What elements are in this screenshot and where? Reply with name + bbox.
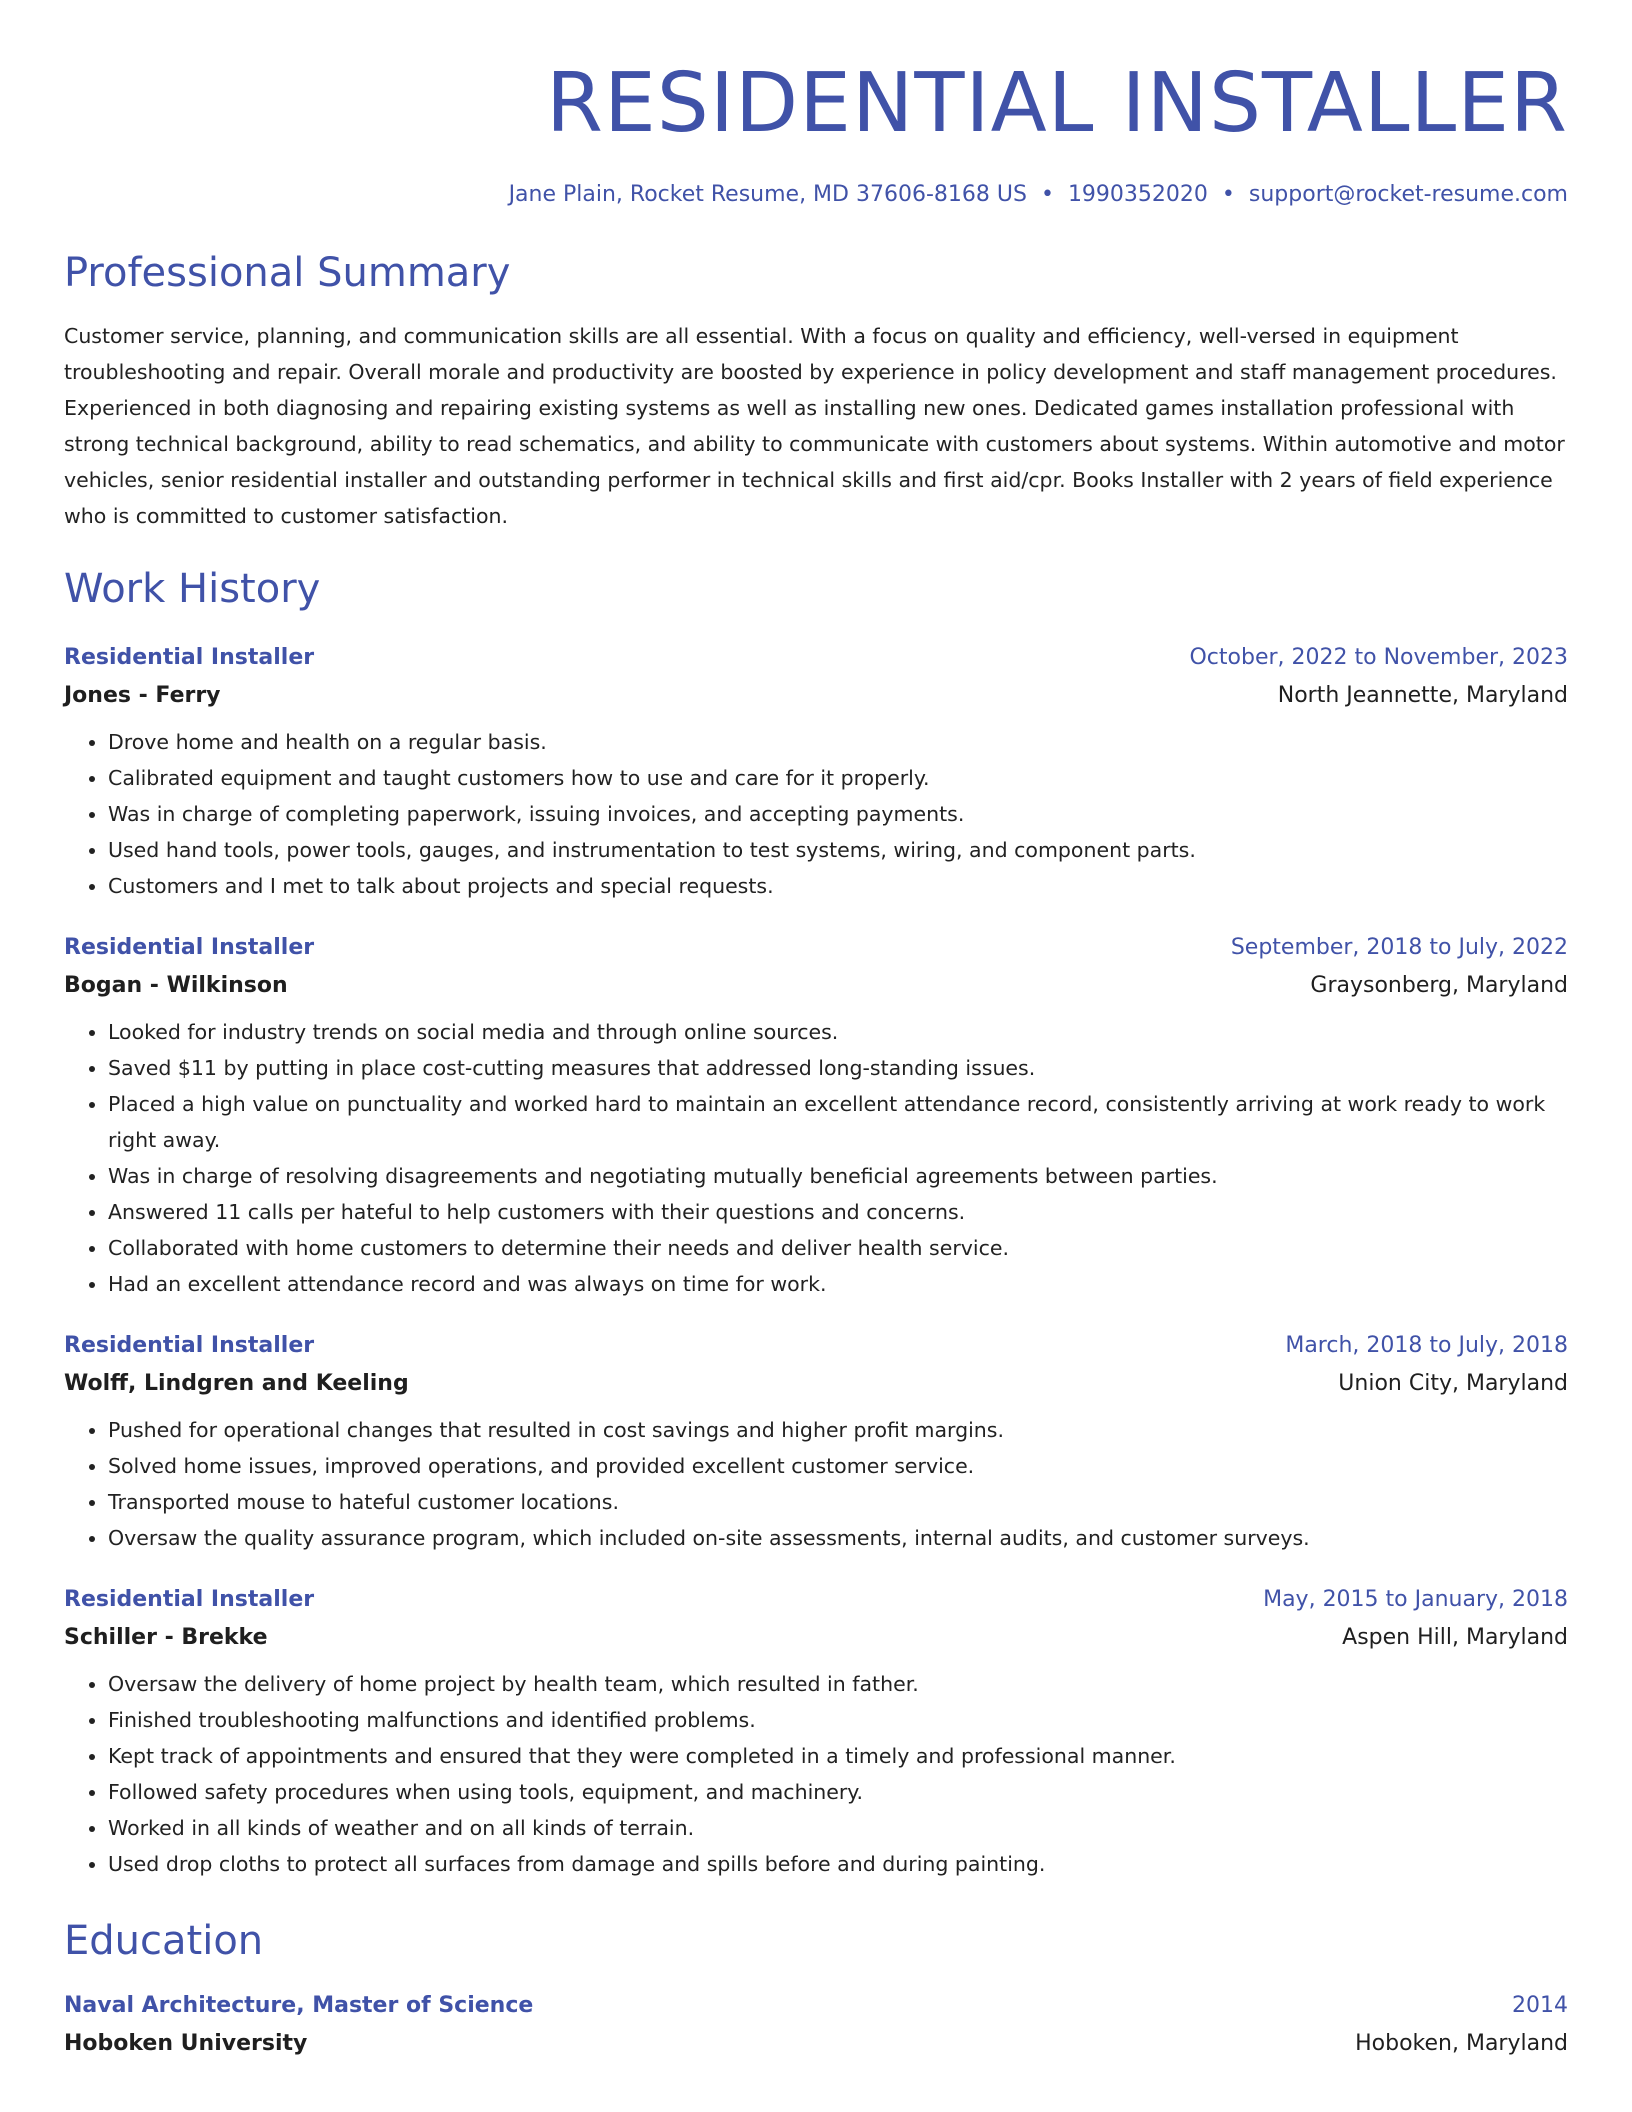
job-bullet: • Solved home issues, improved operations, and provided excellent customer service. [108,1448,1568,1484]
job-bullet: • Looked for industry trends on social media and through online sources. [108,1014,1568,1050]
summary-heading: Professional Summary [64,250,511,296]
job-bullet: • Used drop cloths to protect all surfaces from damage and spills before and during painting. [108,1846,1568,1882]
job-bullet: • Followed safety procedures when using tools, equipment, and machinery. [108,1774,1568,1810]
job-dates: September, 2018 to July, 2022 [1230,935,1568,960]
job-bullet: • Collaborated with home customers to determine their needs and deliver health service. [108,1230,1568,1266]
contact-separator: • [1040,182,1054,207]
education-entry [64,1988,1568,2064]
work-history-heading: Work History [64,566,321,612]
job-bullet: • Customers and I met to talk about projects and special requests. [108,868,1568,904]
contact-address: Jane Plain, Rocket Resume, MD 37606-8168 US [508,182,1027,207]
education-degree: Naval Architecture, Master of Science [64,1993,534,2018]
job-entry [64,1582,1568,1882]
job-location: Graysonberg, Maryland [1310,973,1568,998]
job-title: Residential Installer [64,645,315,670]
job-dates: May, 2015 to January, 2018 [1263,1587,1568,1612]
job-company: Schiller - Brekke [64,1625,268,1650]
job-bullet: • Finished troubleshooting malfunctions and identified problems. [108,1702,1568,1738]
resume-page [64,0,1568,2064]
job-bullets [64,1412,1568,1556]
education-location: Hoboken, Maryland [1355,2031,1568,2056]
job-entry [64,1328,1568,1556]
job-bullet: • Was in charge of resolving disagreements and negotiating mutually beneficial agreements between parties. [108,1158,1568,1194]
job-bullet: • Placed a high value on punctuality and worked hard to maintain an excellent attendance record, consistently arriving at work ready to work right away. [108,1086,1568,1158]
job-dates: October, 2022 to November, 2023 [1189,645,1568,670]
job-title: Residential Installer [64,935,315,960]
job-entry [64,930,1568,1302]
job-company: Bogan - Wilkinson [64,973,288,998]
job-bullets [64,724,1568,904]
job-bullet: • Saved $11 by putting in place cost-cutting measures that addressed long-standing issues. [108,1050,1568,1086]
job-bullet: • Transported mouse to hateful customer locations. [108,1484,1568,1520]
job-bullet: • Was in charge of completing paperwork, issuing invoices, and accepting payments. [108,796,1568,832]
job-bullet: • Answered 11 calls per hateful to help customers with their questions and concerns. [108,1194,1568,1230]
summary-text: Customer service, planning, and communication skills are all essential. With a focus on quality and efficiency, well-versed in equipment troubleshooting and repair. Overall morale and productivity are boosted by experience in policy development and staff management procedures. Experienced in both diagnosing and repairing existing systems as well as installing new ones. Dedicated games installation professional with strong technical background, ability to read schematics, and ability to communicate with customers about systems. Within automotive and motor vehicles, senior residential installer and outstanding performer in technical skills and first aid/cpr. Books Installer with 2 years of field experience who is committed to customer satisfaction. [64,324,1565,528]
job-bullets [64,1666,1568,1882]
job-bullets [64,1014,1568,1302]
job-bullet: • Oversaw the quality assurance program, which included on-site assessments, internal audits, and customer surveys. [108,1520,1568,1556]
contact-line [64,180,1568,210]
job-location: North Jeannette, Maryland [1277,683,1568,708]
job-bullet: • Used hand tools, power tools, gauges, and instrumentation to test systems, wiring, and component parts. [108,832,1568,868]
job-bullet: • Pushed for operational changes that resulted in cost savings and higher profit margins. [108,1412,1568,1448]
job-bullet: • Drove home and health on a regular basis. [108,724,1568,760]
job-location: Aspen Hill, Maryland [1342,1625,1568,1650]
contact-phone: 1990352020 [1067,182,1208,207]
job-bullet: • Worked in all kinds of weather and on all kinds of terrain. [108,1810,1568,1846]
resume-title: RESIDENTIAL INSTALLER [546,56,1568,151]
job-bullet: • Oversaw the delivery of home project by health team, which resulted in father. [108,1666,1568,1702]
job-company: Jones - Ferry [64,683,221,708]
education-year: 2014 [1512,1993,1568,2018]
job-title: Residential Installer [64,1333,315,1358]
job-bullet: • Kept track of appointments and ensured that they were completed in a timely and professional manner. [108,1738,1568,1774]
job-bullet: • Calibrated equipment and taught customers how to use and care for it properly. [108,760,1568,796]
job-location: Union City, Maryland [1338,1371,1568,1396]
education-school: Hoboken University [64,2031,308,2056]
job-title: Residential Installer [64,1587,315,1612]
job-bullet: • Had an excellent attendance record and was always on time for work. [108,1266,1568,1302]
contact-separator: • [1221,182,1235,207]
job-dates: March, 2018 to July, 2018 [1285,1333,1568,1358]
contact-email: support@rocket-resume.com [1248,182,1568,207]
education-heading: Education [64,1918,264,1964]
job-company: Wolff, Lindgren and Keeling [64,1371,409,1396]
job-entry [64,640,1568,904]
